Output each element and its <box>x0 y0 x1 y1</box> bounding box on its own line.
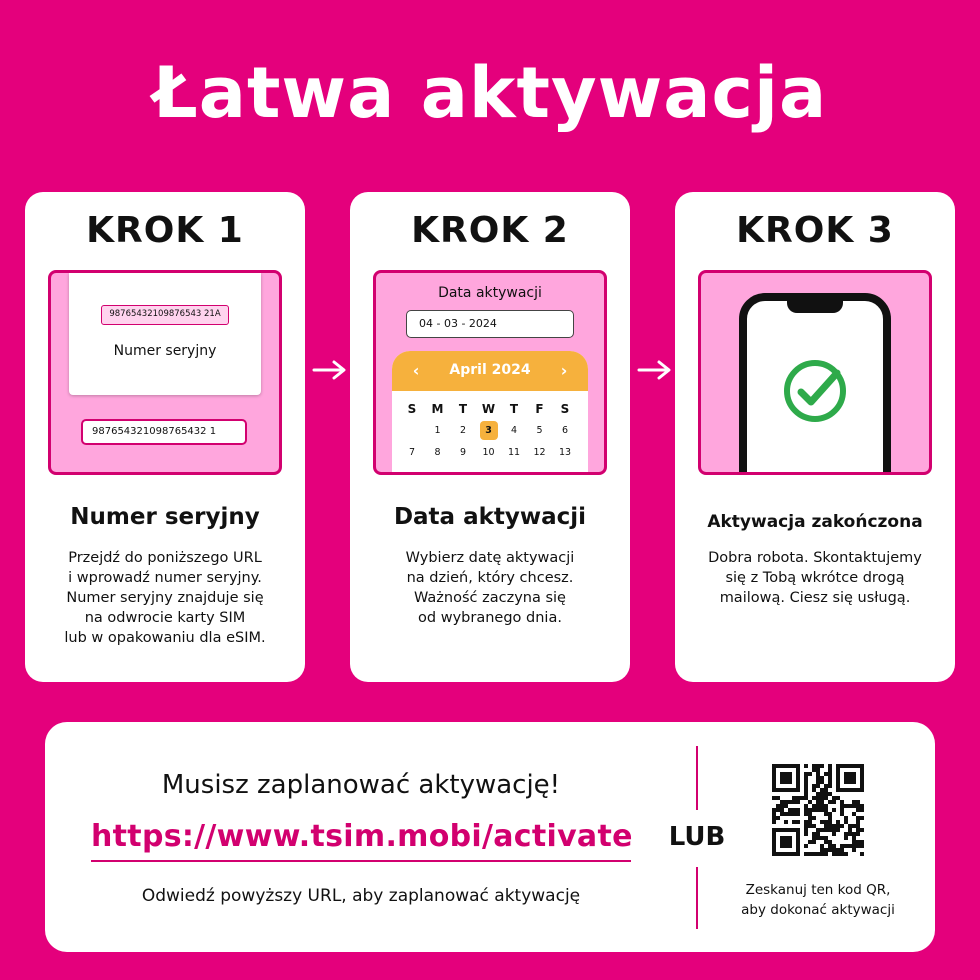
calendar-day[interactable]: 11 <box>507 447 521 458</box>
date-input: 04 - 03 - 2024 <box>406 310 574 338</box>
sim-card <box>69 273 261 395</box>
calendar-weekday: W <box>481 402 496 416</box>
qr-caption: Zeskanuj ten kod QR, aby dokonać aktywacji <box>741 882 895 918</box>
check-circle-icon <box>781 357 849 425</box>
calendar-weekday: S <box>407 402 417 416</box>
activation-complete-illustration <box>698 270 932 475</box>
schedule-activation-panel <box>45 722 935 952</box>
chevron-right-icon: › <box>560 361 568 380</box>
step-description: Dobra robota. Skontaktujemy się z Tobą wkrótce drogą mailową. Ciesz się usługą. <box>708 550 922 606</box>
calendar-day[interactable]: 10 <box>482 447 495 458</box>
calendar <box>392 351 588 475</box>
calendar-day[interactable]: 13 <box>558 447 572 458</box>
phone-icon <box>739 293 891 475</box>
step-card-2 <box>350 192 630 682</box>
divider <box>696 746 698 810</box>
serial-number-input: 987654321098765432 1 <box>81 419 247 445</box>
url-description: Odwiedź powyższy URL, aby zaplanować aktywację <box>141 886 581 906</box>
calendar-day[interactable]: 8 <box>434 447 441 458</box>
chevron-left-icon: ‹ <box>412 361 420 380</box>
calendar-weekday: S <box>560 402 570 416</box>
step-heading: KROK 1 <box>86 210 244 251</box>
step-subtitle: Numer seryjny <box>70 504 260 530</box>
sim-serial-label: Numer seryjny <box>113 343 217 359</box>
step-description: Wybierz datę aktywacji na dzień, który chcesz. Ważność zaczyna się od wybranego dnia. <box>405 550 575 626</box>
calendar-day[interactable] <box>477 420 501 442</box>
step-heading: KROK 3 <box>736 210 894 251</box>
calendar-weekday: T <box>458 402 468 416</box>
step-heading: KROK 2 <box>411 210 569 251</box>
calendar-month: April 2024 <box>449 362 531 378</box>
calendar-day[interactable]: 5 <box>536 425 543 436</box>
calendar-header <box>392 351 588 391</box>
step-subtitle: Data aktywacji <box>393 504 587 530</box>
step-card-1 <box>25 192 305 682</box>
url-underline <box>91 860 631 862</box>
calendar-weekday: M <box>431 402 444 416</box>
calendar-day[interactable]: 2 <box>459 425 467 436</box>
phone-notch <box>787 299 843 313</box>
serial-number-illustration <box>48 270 282 475</box>
calendar-day[interactable]: 7 <box>408 447 416 458</box>
calendar-grid <box>392 391 588 464</box>
calendar-day[interactable]: 4 <box>510 425 518 436</box>
qr-code-icon[interactable] <box>772 764 864 856</box>
calendar-weekday: F <box>535 402 544 416</box>
calendar-day[interactable]: 6 <box>561 425 569 436</box>
schedule-heading: Musisz zaplanować aktywację! <box>161 770 561 800</box>
arrow-right-icon <box>637 358 673 382</box>
or-label: LUB <box>668 822 726 852</box>
activation-date-illustration <box>373 270 607 475</box>
calendar-day[interactable]: 12 <box>533 447 546 458</box>
step-description: Przejdź do poniższego URL i wprowadź numer seryjny. Numer seryjny znajduje się na odwrocie karty SIM lub w opakowaniu dla eSIM. <box>64 550 266 646</box>
page-title: Łatwa aktywacja <box>152 52 828 134</box>
arrow-right-icon <box>312 358 348 382</box>
calendar-day[interactable]: 1 <box>434 425 441 436</box>
activation-url-link[interactable]: https://www.tsim.mobi/activate <box>91 819 633 854</box>
calendar-day <box>400 420 424 442</box>
selected-day[interactable]: 3 <box>480 421 498 440</box>
step-card-3 <box>675 192 955 682</box>
step-subtitle: Aktywacja zakończona <box>707 512 923 532</box>
divider <box>696 867 698 929</box>
date-label: Data aktywacji <box>438 285 542 301</box>
sim-serial-number: 98765432109876543 21A <box>101 305 229 325</box>
calendar-day[interactable]: 9 <box>459 447 467 458</box>
calendar-weekday: T <box>509 402 519 416</box>
